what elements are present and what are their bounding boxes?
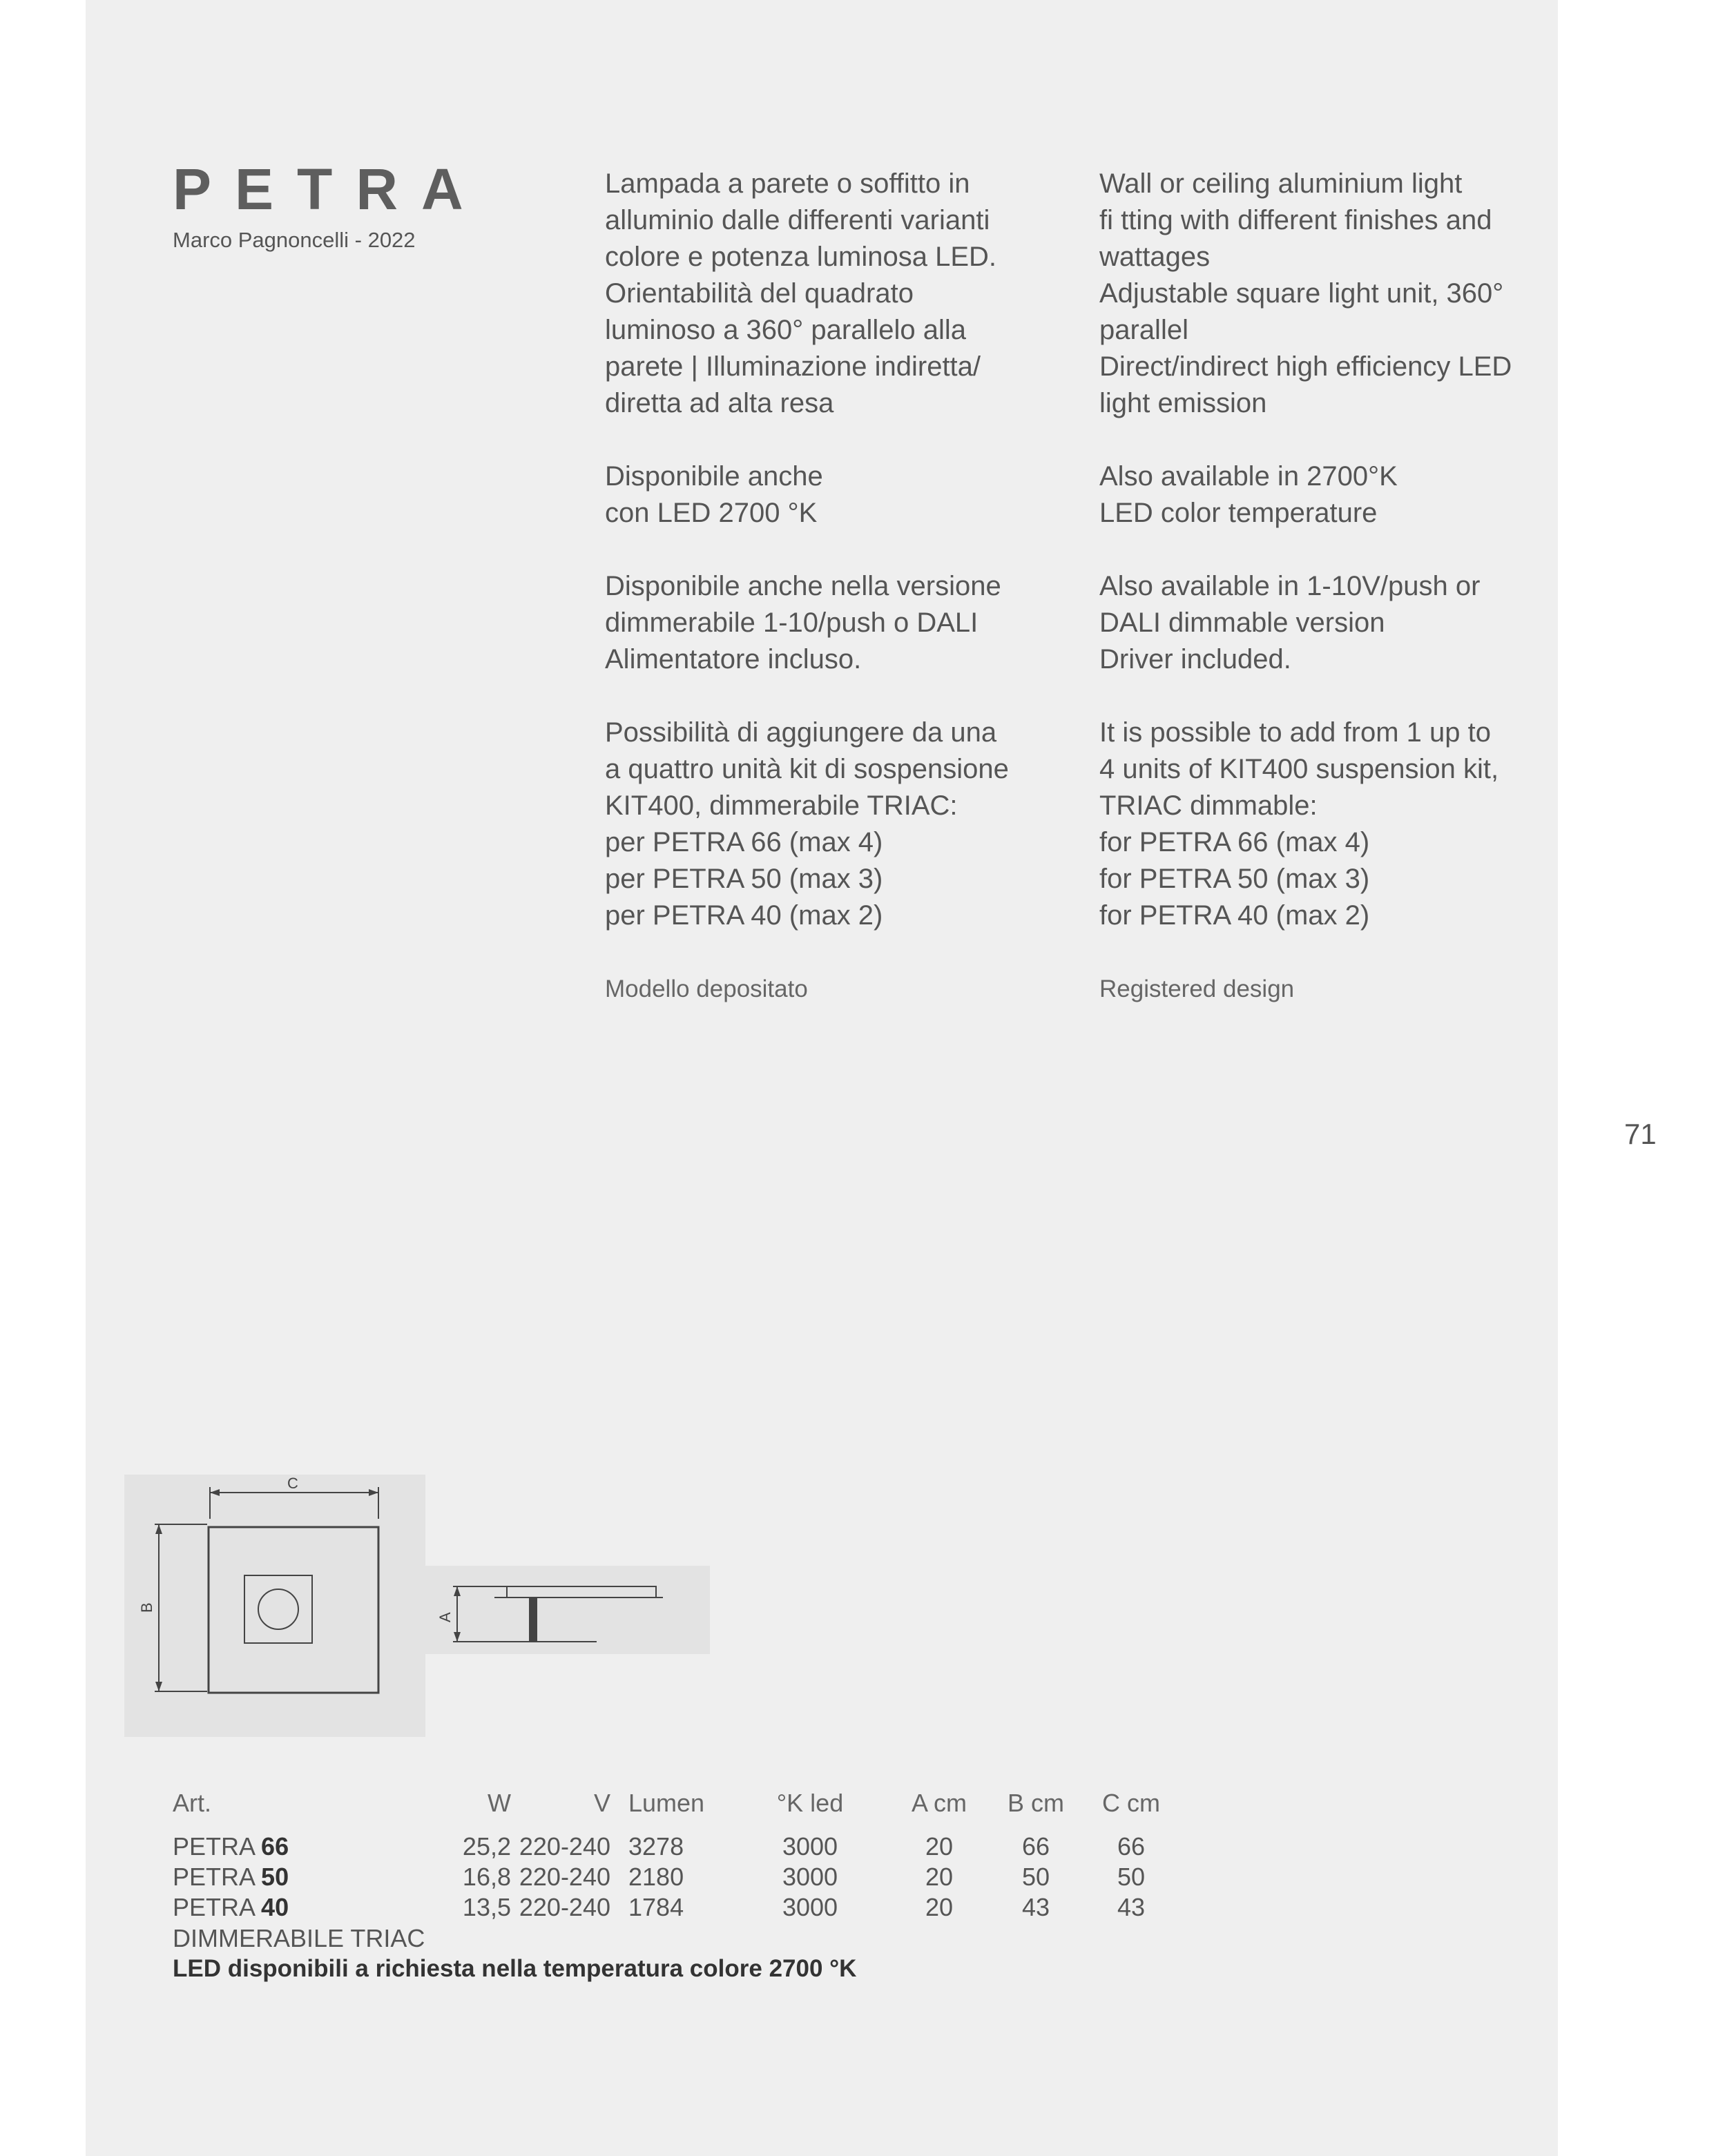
table-row bbox=[173, 1862, 1208, 1892]
designer-credit: Marco Pagnoncelli - 2022 bbox=[173, 228, 416, 252]
header-lumen: Lumen bbox=[628, 1789, 705, 1817]
triac-label: DIMMERABILE TRIAC bbox=[173, 1924, 425, 1952]
table-header bbox=[173, 1788, 1208, 1818]
row-v: 220-240 bbox=[519, 1893, 610, 1921]
front-view-drawing bbox=[124, 1475, 425, 1737]
header-art: Art. bbox=[173, 1789, 212, 1817]
en-paragraph-2: Also available in 2700°K LED color temperature bbox=[1099, 461, 1398, 528]
row-c: 50 bbox=[1117, 1863, 1146, 1891]
art-number: 66 bbox=[261, 1832, 289, 1861]
art-prefix: PETRA bbox=[173, 1893, 262, 1921]
row-lumen: 1784 bbox=[628, 1893, 684, 1921]
row-w: 25,2 bbox=[462, 1832, 511, 1861]
row-art bbox=[173, 1862, 289, 1892]
en-paragraph-4: It is possible to add from 1 up to 4 units of KIT400 suspension kit, TRIAC dimmable: for PETRA 66 (max 4) for PETRA 50 (max 3) for PETRA 40 (max 2) bbox=[1099, 717, 1499, 931]
row-a: 20 bbox=[925, 1832, 954, 1861]
header-b: B cm bbox=[1007, 1789, 1064, 1817]
it-paragraph-1: Lampada a parete o soffitto in alluminio dalle differenti varianti colore e potenza luminosa LED. Orientabilità del quadrato luminoso a 360° parallelo alla parete | Illuminazione indiretta/ diretta ad alta resa bbox=[605, 168, 996, 418]
row-v: 220-240 bbox=[519, 1863, 610, 1891]
row-a: 20 bbox=[925, 1863, 954, 1891]
table-row bbox=[173, 1892, 1208, 1923]
row-art bbox=[173, 1832, 289, 1862]
dim-label-a: A bbox=[436, 1612, 454, 1622]
header-kelvin: °K led bbox=[776, 1789, 844, 1817]
header-w: W bbox=[488, 1789, 511, 1817]
row-kelvin: 3000 bbox=[782, 1863, 838, 1891]
english-description bbox=[1099, 166, 1528, 1044]
led-availability-note: LED disponibili a richiesta nella temperatura colore 2700 °K bbox=[173, 1955, 857, 1982]
art-number: 40 bbox=[261, 1893, 289, 1921]
row-b: 50 bbox=[1021, 1863, 1050, 1891]
row-art bbox=[173, 1892, 289, 1923]
row-w: 16,8 bbox=[462, 1863, 511, 1891]
it-paragraph-3: Disponibile anche nella versione dimmerabile 1-10/push o DALI Alimentatore incluso. bbox=[605, 571, 1001, 674]
header-a: A cm bbox=[911, 1789, 967, 1817]
side-view-drawing bbox=[425, 1566, 710, 1654]
side-view-svg bbox=[425, 1566, 710, 1654]
row-kelvin: 3000 bbox=[782, 1893, 838, 1921]
row-b: 66 bbox=[1021, 1832, 1050, 1861]
art-prefix: PETRA bbox=[173, 1832, 262, 1861]
row-lumen: 3278 bbox=[628, 1832, 684, 1861]
front-view-svg bbox=[124, 1475, 425, 1737]
row-c: 66 bbox=[1117, 1832, 1146, 1861]
art-number: 50 bbox=[261, 1863, 289, 1891]
it-registered-note: Modello depositato bbox=[605, 975, 808, 1002]
row-kelvin: 3000 bbox=[782, 1832, 838, 1861]
product-title: PETRA bbox=[173, 157, 487, 222]
page-number: 71 bbox=[1624, 1118, 1657, 1150]
en-registered-note: Registered design bbox=[1099, 975, 1295, 1002]
row-lumen: 2180 bbox=[628, 1863, 684, 1891]
row-a: 20 bbox=[925, 1893, 954, 1921]
table-row bbox=[173, 1832, 1208, 1862]
en-paragraph-3: Also available in 1-10V/push or DALI dimmable version Driver included. bbox=[1099, 571, 1481, 674]
dim-label-b: B bbox=[138, 1602, 155, 1613]
row-b: 43 bbox=[1021, 1893, 1050, 1921]
header-c: C cm bbox=[1102, 1789, 1160, 1817]
row-c: 43 bbox=[1117, 1893, 1146, 1921]
en-paragraph-1: Wall or ceiling aluminium light fi tting with different finishes and wattages Adjustable square light unit, 360° parallel Direct/indirect high efficiency LED light emission bbox=[1099, 168, 1512, 418]
row-v: 220-240 bbox=[519, 1832, 610, 1861]
it-paragraph-2: Disponibile anche con LED 2700 °K bbox=[605, 461, 823, 528]
dim-label-c: C bbox=[287, 1475, 298, 1492]
header-v: V bbox=[593, 1789, 610, 1817]
italian-description bbox=[605, 166, 1033, 1044]
it-paragraph-4: Possibilità di aggiungere da una a quattro unità kit di sospensione KIT400, dimmerabile TRIAC: per PETRA 66 (max 4) per PETRA 50 (max 3) per PETRA 40 (max 2) bbox=[605, 717, 1009, 931]
art-prefix: PETRA bbox=[173, 1863, 262, 1891]
row-w: 13,5 bbox=[462, 1893, 511, 1921]
